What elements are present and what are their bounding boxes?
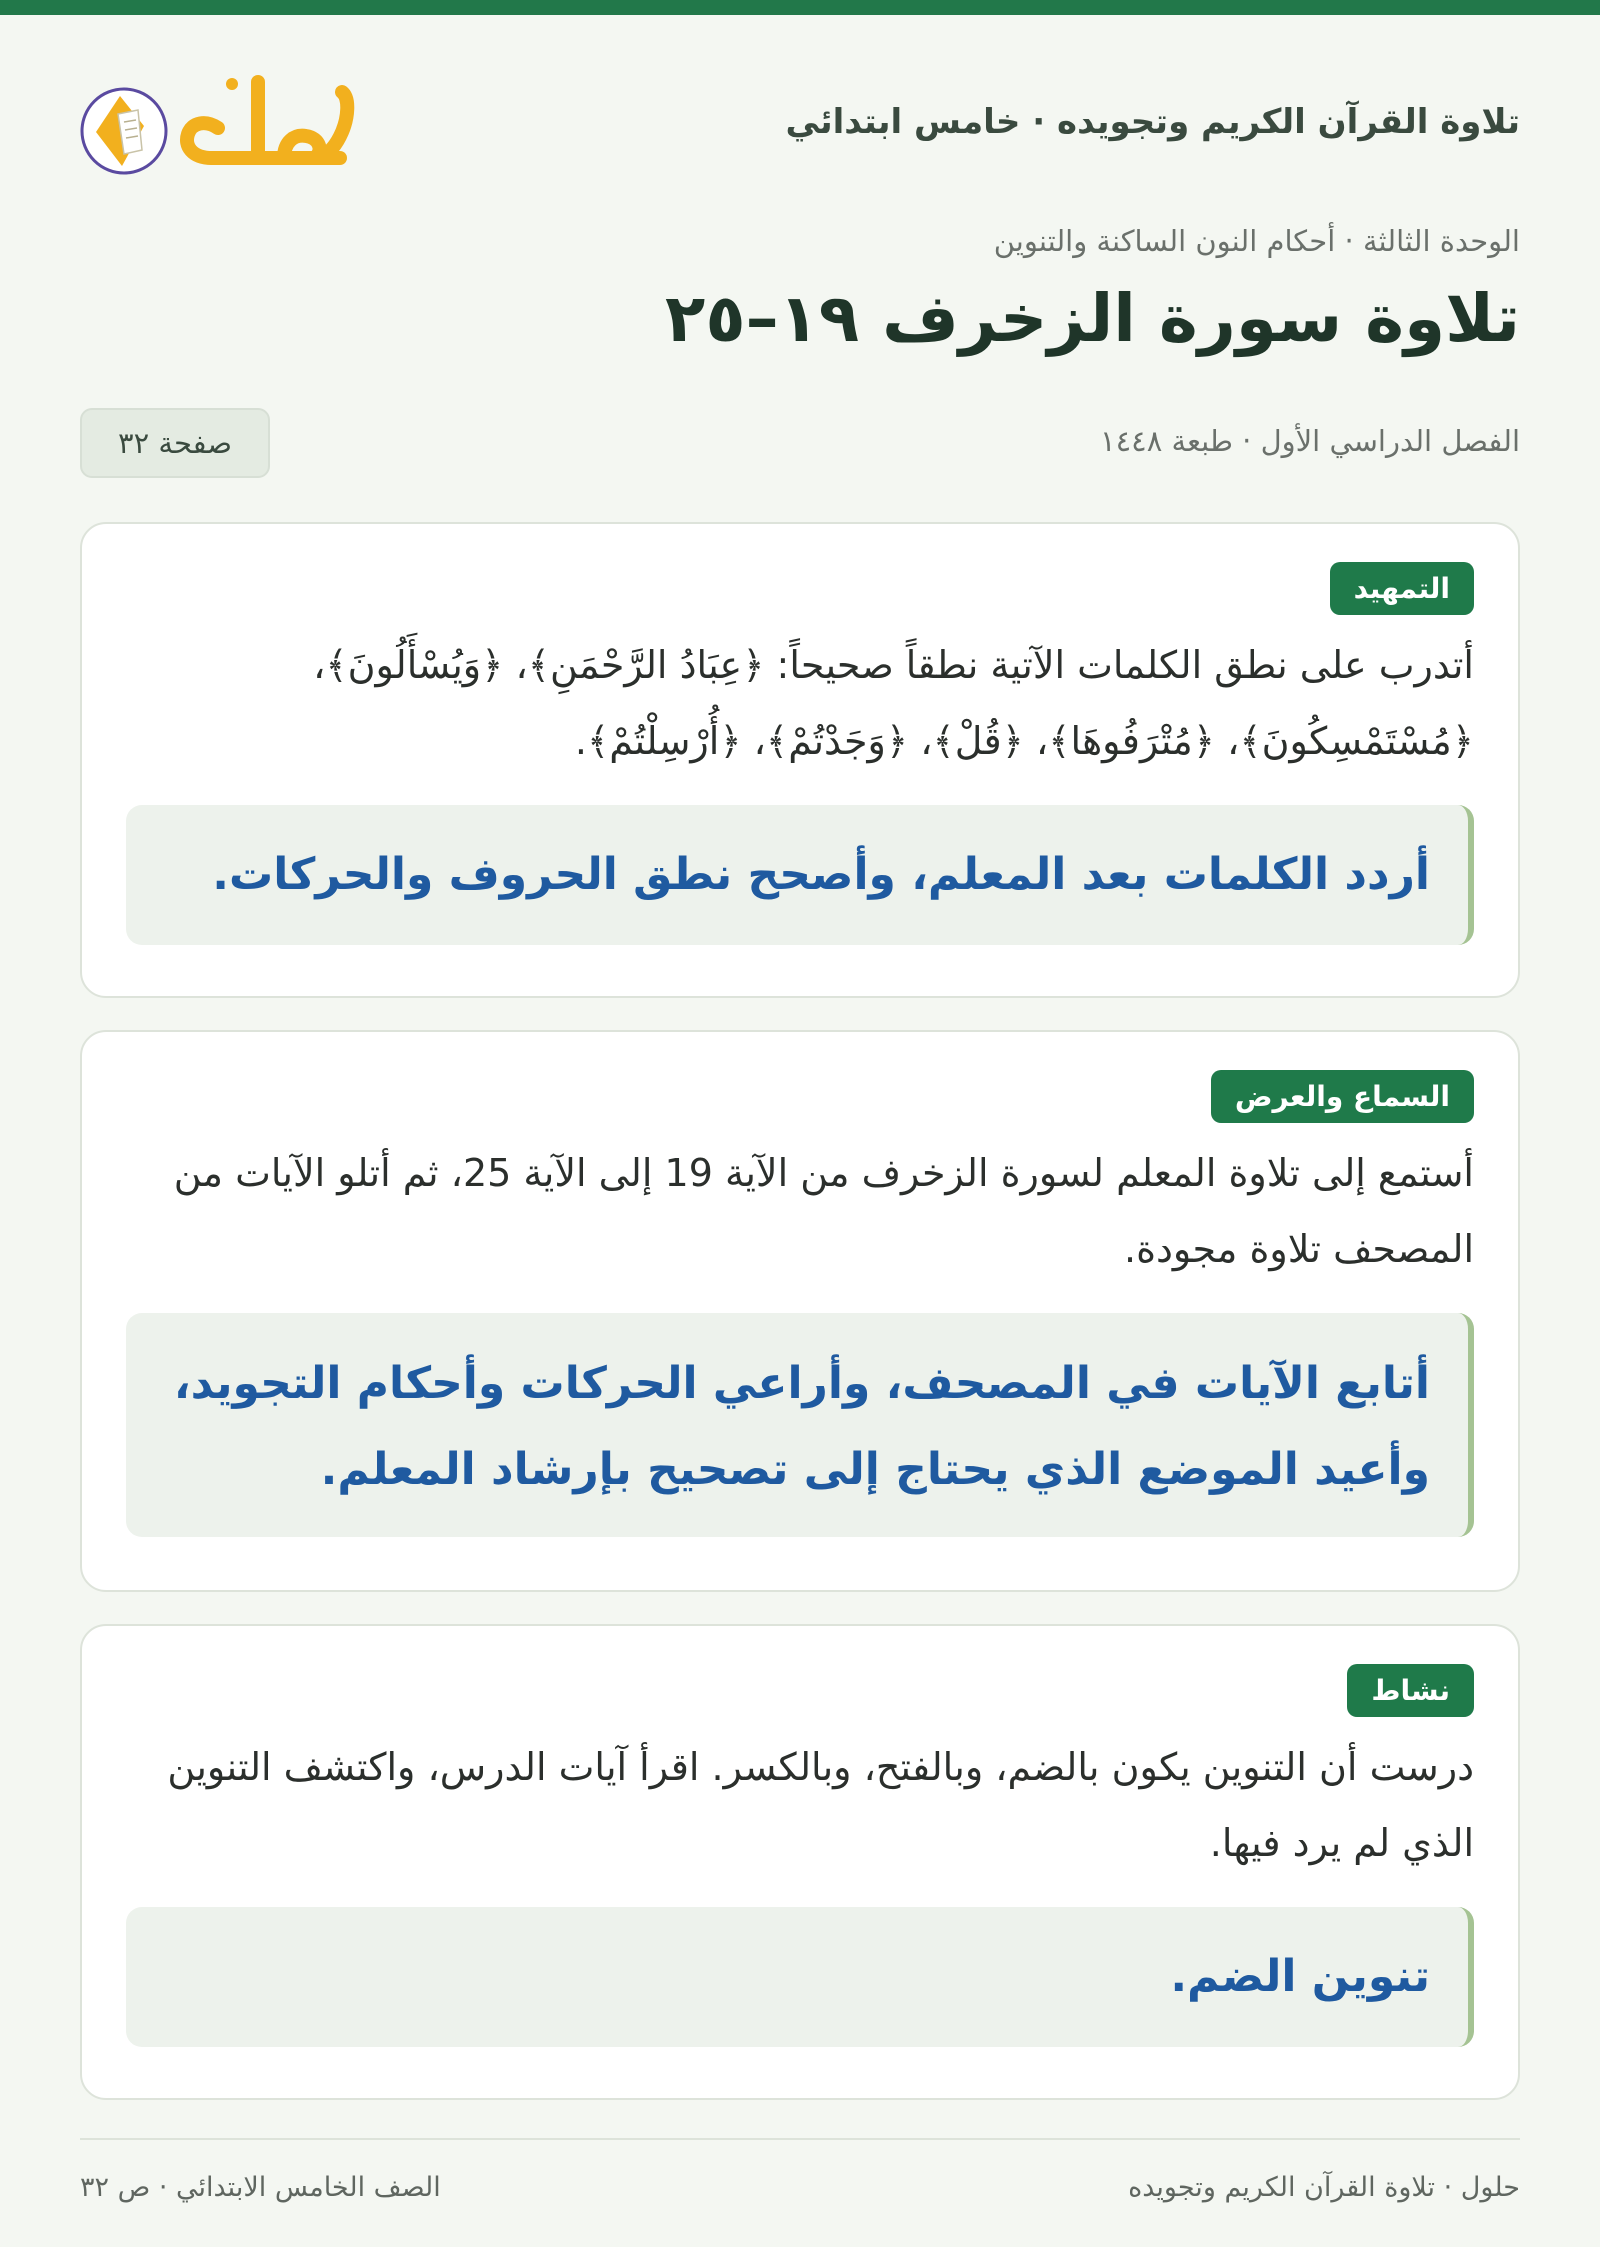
section-tag: التمهيد <box>1330 562 1474 615</box>
page-number-badge: صفحة ٣٢ <box>80 408 270 478</box>
subject-title: تلاوة القرآن الكريم وتجويده · خامس ابتدائي <box>785 102 1520 142</box>
section-tag: السماع والعرض <box>1211 1070 1474 1123</box>
section-card-intro <box>80 522 1520 998</box>
page-title: تلاوة سورة الزخرف ١٩–٢٥ <box>665 280 1520 357</box>
section-card-activity <box>80 1624 1520 2100</box>
section-text: أستمع إلى تلاوة المعلم لسورة الزخرف من الآية 19 إلى الآية 25، ثم أتلو الآيات من المصحف تلاوة مجودة. <box>173 1151 1474 1271</box>
section-text: درست أن التنوين يكون بالضم، وبالفتح، وبالكسر. اقرأ آيات الدرس، واكتشف التنوين الذي لم يرد فيها. <box>167 1745 1474 1865</box>
section-text: أتدرب على نطق الكلمات الآتية نطقاً صحيحاً: ﴿عِبَادُ الرَّحْمَنِ﴾، ﴿وَيُسْأَلُونَ﴾، ﴿مُسْتَمْسِكُونَ﴾، ﴿مُتْرَفُوهَا﴾، ﴿قُلْ﴾، ﴿وَجَدْتُمْ﴾، ﴿أُرْسِلْتُمْ﴾. <box>313 643 1474 763</box>
unit-line: الوحدة الثالثة · أحكام النون الساكنة والتنوين <box>993 224 1520 258</box>
answer-box: أتابع الآيات في المصحف، وأراعي الحركات وأحكام التجويد، وأعيد الموضع الذي يحتاج إلى تصحيح بإرشاد المعلم. <box>126 1313 1474 1537</box>
footer-divider <box>80 2138 1520 2140</box>
page-header <box>80 62 1520 192</box>
footer-source: حلول · تلاوة القرآن الكريم وتجويده <box>1128 2172 1520 2203</box>
section-tag: نشاط <box>1347 1664 1474 1717</box>
edition-info: الفصل الدراسي الأول · طبعة ١٤٤٨ <box>1100 424 1520 458</box>
brand-logo <box>80 62 360 192</box>
top-accent-bar <box>0 0 1600 15</box>
section-card-listening <box>80 1030 1520 1592</box>
answer-box: أردد الكلمات بعد المعلم، وأصحح نطق الحروف والحركات. <box>126 805 1474 945</box>
answer-box: تنوين الضم. <box>126 1907 1474 2047</box>
footer-page-ref: الصف الخامس الابتدائي · ص ٣٢ <box>80 2172 441 2203</box>
